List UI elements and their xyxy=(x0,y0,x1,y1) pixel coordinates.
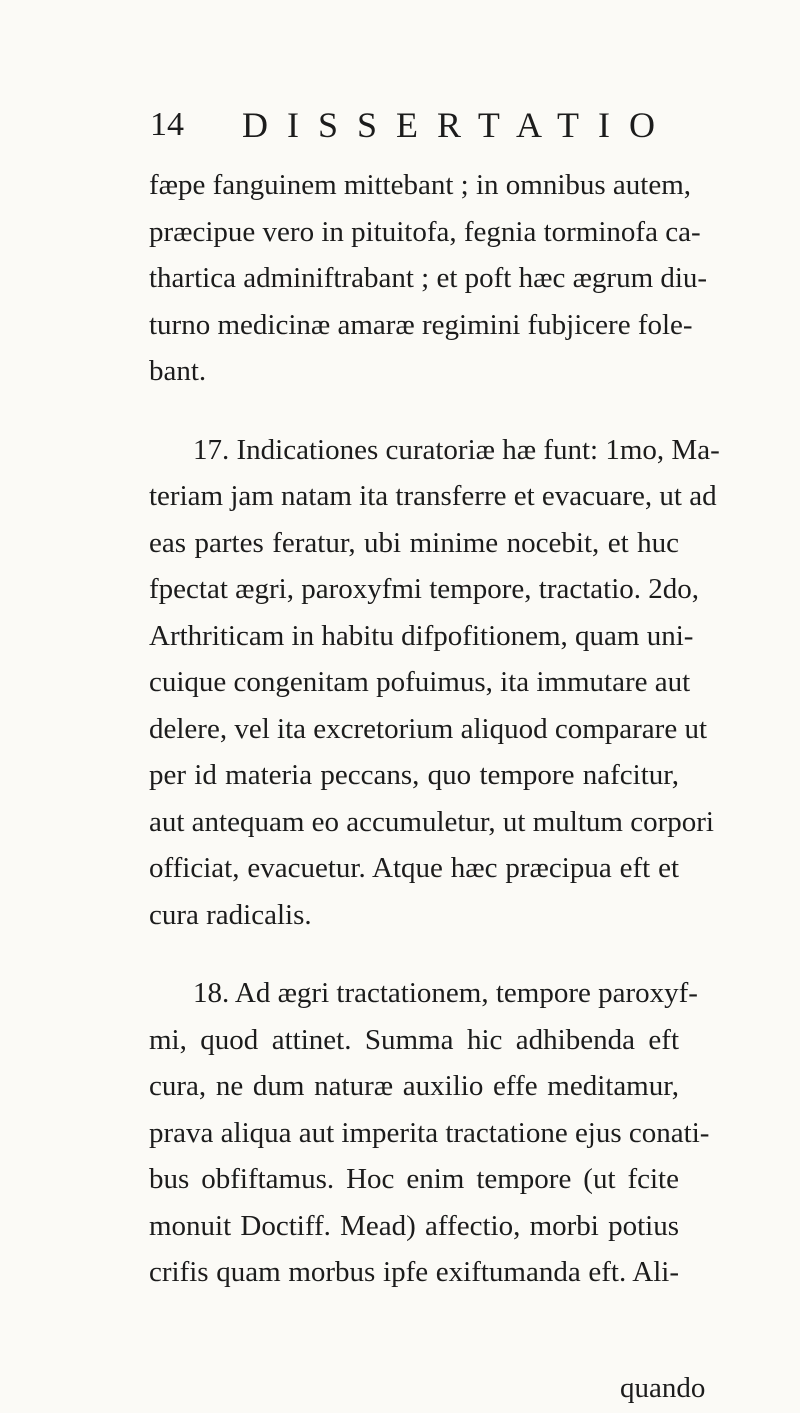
paragraph-gap xyxy=(149,395,679,427)
page-header xyxy=(150,100,710,150)
page-number: 14 xyxy=(150,106,184,143)
text-line: delere, vel ita excretorium aliquod comparare ut xyxy=(149,712,707,745)
text-line: crifis quam morbus ipfe exiftumanda eft. Ali- xyxy=(149,1256,679,1288)
paragraph-17 xyxy=(149,427,720,939)
paragraph-gap xyxy=(149,938,679,970)
running-title: DISSERTATIO xyxy=(242,105,674,145)
text-line: præcipue vero in pituitofa, fegnia torminofa ca- xyxy=(149,215,701,248)
paragraph-18 xyxy=(149,970,710,1296)
text-line: per id materia peccans, quo tempore nafcitur, xyxy=(149,759,679,791)
text-line: eas partes feratur, ubi minime nocebit, et huc xyxy=(149,526,679,559)
text-line: bus obfiftamus. Hoc enim tempore (ut fcite xyxy=(149,1163,679,1195)
text-line: monuit Doctiff. Mead) affectio, morbi potius xyxy=(149,1209,679,1242)
text-line: fæpe fanguinem mittebant ; in omnibus autem, xyxy=(149,169,692,201)
text-line: prava aliqua aut imperita tractatione ejus conati- xyxy=(149,1116,710,1149)
text-line: teriam jam natam ita transferre et evacuare, ut ad xyxy=(149,480,717,512)
text-line: turno medicinæ amaræ regimini fubjicere fole- xyxy=(149,308,693,341)
text-line: cura, ne dum naturæ auxilio effe meditamur, xyxy=(149,1070,679,1102)
text-line: fpectat ægri, paroxyfmi tempore, tractatio. 2do, xyxy=(149,573,700,605)
text-line: aut antequam eo accumuletur, ut multum corpori xyxy=(149,805,714,838)
text-line: mi, quod attinet. Summa hic adhibenda eft xyxy=(149,1023,679,1056)
paragraph-continuation xyxy=(149,162,708,395)
text-line: cura radicalis. xyxy=(149,898,312,931)
text-line: thartica adminiftrabant ; et poft hæc ægrum diu- xyxy=(149,262,708,294)
catchword: quando xyxy=(620,1372,706,1404)
text-line: 17. Indicationes curatoriæ hæ funt: 1mo, Ma- xyxy=(193,433,720,466)
text-line: officiat, evacuetur. Atque hæc præcipua eft et xyxy=(149,852,679,884)
text-line: 18. Ad ægri tractationem, tempore paroxyf- xyxy=(193,977,698,1009)
text-line: bant. xyxy=(149,355,207,387)
body-text xyxy=(149,162,720,1296)
text-line: Arthriticam in habitu difpofitionem, quam uni- xyxy=(149,619,694,652)
text-line: cuique congenitam pofuimus, ita immutare aut xyxy=(149,666,691,698)
